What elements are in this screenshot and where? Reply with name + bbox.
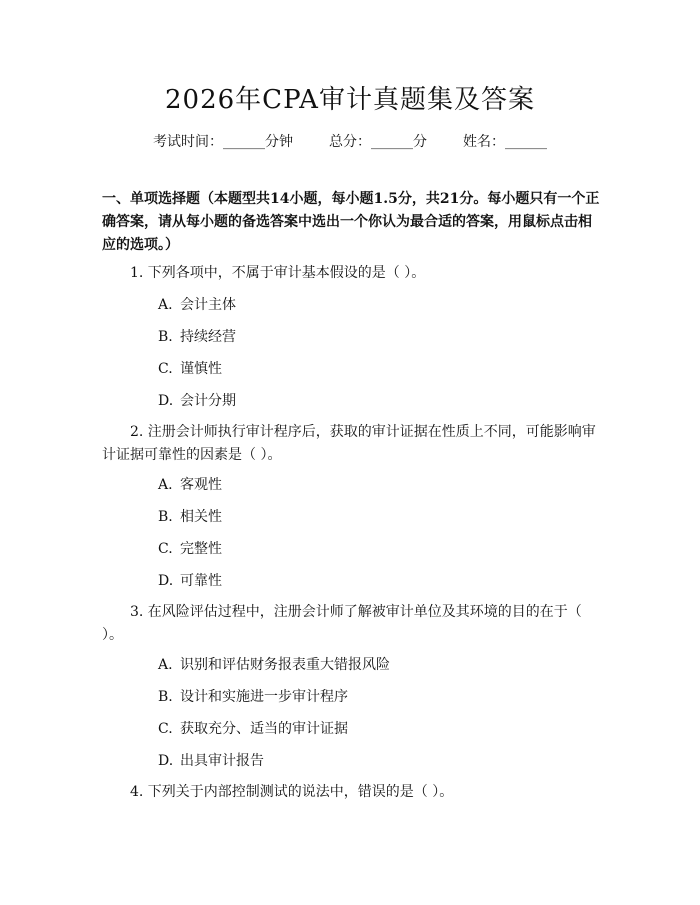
- option-3b[interactable]: [158, 687, 348, 707]
- option-text: 相关性: [180, 509, 222, 525]
- option-text: 会计分期: [180, 393, 236, 409]
- section-heading-single-choice: 一、单项选择题（本题型共14小题，每小题1.5分，共21分。每小题只有一个正确答案，请从每小题的备选答案中选出一个你认为最合适的答案，用鼠标点击相应的选项。）: [102, 191, 600, 253]
- total-score-field: 总分：______分: [329, 134, 427, 150]
- option-letter: A.: [158, 297, 173, 313]
- option-1a[interactable]: [158, 295, 236, 315]
- option-letter: D.: [158, 753, 174, 769]
- option-2b[interactable]: [158, 507, 222, 527]
- option-letter: C.: [158, 721, 173, 737]
- option-letter: B.: [158, 509, 173, 525]
- option-text: 可靠性: [180, 573, 222, 589]
- question-4: 4. 下列关于内部控制测试的说法中，错误的是（ ）。: [130, 784, 454, 800]
- option-2d[interactable]: [158, 571, 222, 591]
- exam-info-line: [0, 132, 700, 152]
- option-2c[interactable]: [158, 539, 222, 559]
- option-letter: A.: [158, 477, 173, 493]
- option-letter: C.: [158, 361, 173, 377]
- page-title: 2026年CPA审计真题集及答案: [165, 85, 535, 115]
- option-letter: D.: [158, 573, 174, 589]
- question-3: 3. 在风险评估过程中，注册会计师了解被审计单位及其环境的目的在于（ ）。: [102, 604, 582, 643]
- option-letter: A.: [158, 657, 173, 673]
- option-text: 完整性: [180, 541, 222, 557]
- option-text: 设计和实施进一步审计程序: [180, 689, 348, 705]
- option-1d[interactable]: [158, 391, 236, 411]
- name-field: 姓名：______: [463, 134, 547, 150]
- option-letter: C.: [158, 541, 173, 557]
- exam-time-field: 考试时间：______分钟: [153, 134, 293, 150]
- option-text: 出具审计报告: [180, 753, 264, 769]
- option-text: 获取充分、适当的审计证据: [180, 721, 348, 737]
- question-2: 2. 注册会计师执行审计程序后，获取的审计证据在性质上不同，可能影响审计证据可靠性的因素是（ ）。: [102, 424, 596, 463]
- option-letter: D.: [158, 393, 174, 409]
- option-1c[interactable]: [158, 359, 222, 379]
- option-3c[interactable]: [158, 719, 348, 739]
- option-letter: B.: [158, 329, 173, 345]
- option-2a[interactable]: [158, 475, 222, 495]
- option-text: 会计主体: [180, 297, 236, 313]
- question-1: 1. 下列各项中，不属于审计基本假设的是（ ）。: [130, 265, 426, 281]
- option-text: 谨慎性: [180, 361, 222, 377]
- option-text: 识别和评估财务报表重大错报风险: [180, 657, 390, 673]
- option-1b[interactable]: [158, 327, 236, 347]
- option-3a[interactable]: [158, 655, 390, 675]
- option-letter: B.: [158, 689, 173, 705]
- option-text: 客观性: [180, 477, 222, 493]
- option-3d[interactable]: [158, 751, 264, 771]
- option-text: 持续经营: [180, 329, 236, 345]
